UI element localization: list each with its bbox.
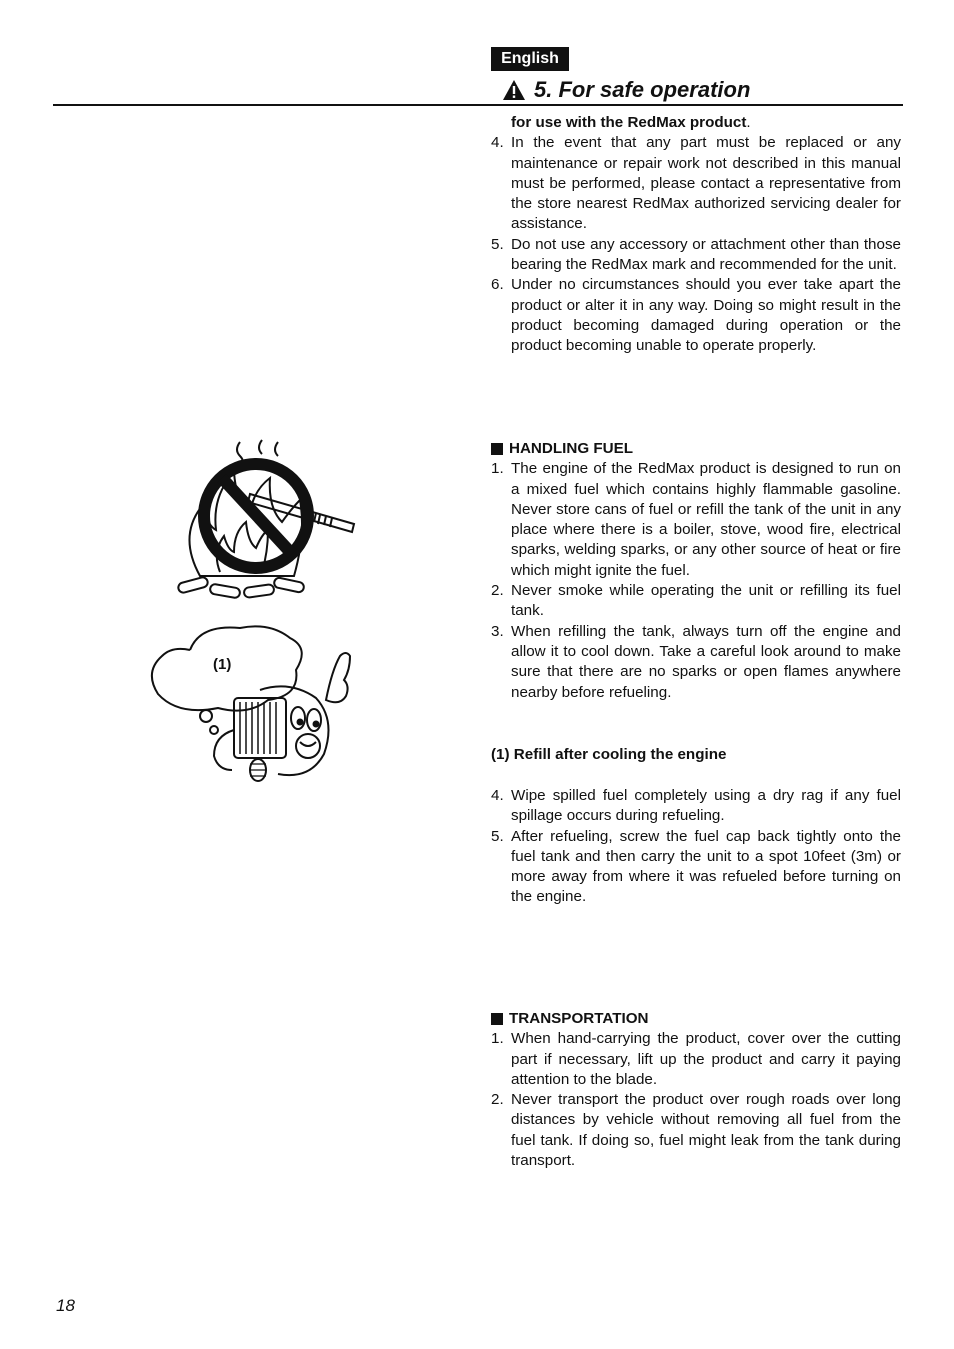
figure-caption-block [491, 745, 901, 765]
list-item: 2. Never smoke while operating the unit or refilling its fuel tank. [491, 582, 901, 620]
engine-mascot-icon [150, 620, 360, 790]
list-item: 5. After refueling, screw the fuel cap back tightly onto the fuel tank and then carry the unit to a spot 10feet (3m) or more away from where it was refueled before turning on the engine. [491, 827, 901, 906]
transportation-section [491, 1009, 901, 1171]
continuation-bold: for use with the RedMax product [511, 114, 747, 131]
bullet-square-icon [491, 443, 503, 455]
list-item: 3. When refilling the tank, always turn off the engine and allow it to cool down. Take a careful look around to make sure that there are no sparks or open flames anywhere nearby before refueling. [491, 622, 901, 701]
list-item: 4. Wipe spilled fuel completely using a dry rag if any fuel spillage occurs during refueling. [491, 787, 901, 825]
handling-fuel-section-continued [491, 786, 901, 908]
list-item: 2. Never transport the product over rough roads over long distances by vehicle without removing all fuel from the fuel tank. If doing so, fuel might leak from the tank during transport. [491, 1091, 901, 1170]
warning-triangle-icon [502, 79, 526, 101]
callout-label: (1) [213, 656, 232, 673]
figure-caption: (1) Refill after cooling the engine [491, 746, 727, 763]
handling-fuel-section [491, 439, 901, 703]
bullet-square-icon [491, 1013, 503, 1025]
list-item: 5. Do not use any accessory or attachment other than those bearing the RedMax mark and recommended for the unit. [491, 235, 901, 274]
header-rule [53, 104, 903, 106]
continuation-line: for use with the RedMax product. [511, 114, 751, 131]
list-item: 1. The engine of the RedMax product is designed to run on a mixed fuel which contains highly flammable gasoline. Never store cans of fuel or refill the tank of the unit in any place where there is a boiler, stove, wood fire, electrical sparks, welding sparks, or any other source of heat or fire which might ignite the fuel. [491, 460, 901, 579]
section-title-text: 5. For safe operation [534, 77, 751, 102]
list-item: 4. In the event that any part must be replaced or any maintenance or repair work not described in this manual must be performed, please contact a representative from the store nearest RedMax authorized servicing dealer for assistance. [491, 134, 901, 233]
list-item: 6. Under no circumstances should you ever take apart the product or alter it in any way. Doing so might result in the product becoming damaged during operation or the product becoming unable to operate properly. [491, 276, 901, 355]
page-number: 18 [56, 1296, 75, 1315]
no-smoking-fire-icon [170, 436, 360, 608]
handling-fuel-heading: HANDLING FUEL [491, 439, 901, 459]
list-item: 1. When hand-carrying the product, cover over the cutting part if necessary, lift up the product and carry it paying attention to the blade. [491, 1030, 901, 1088]
continuation-section [491, 113, 901, 357]
language-badge: English [491, 47, 569, 71]
transportation-heading: TRANSPORTATION [491, 1009, 901, 1029]
section-title [502, 76, 750, 104]
